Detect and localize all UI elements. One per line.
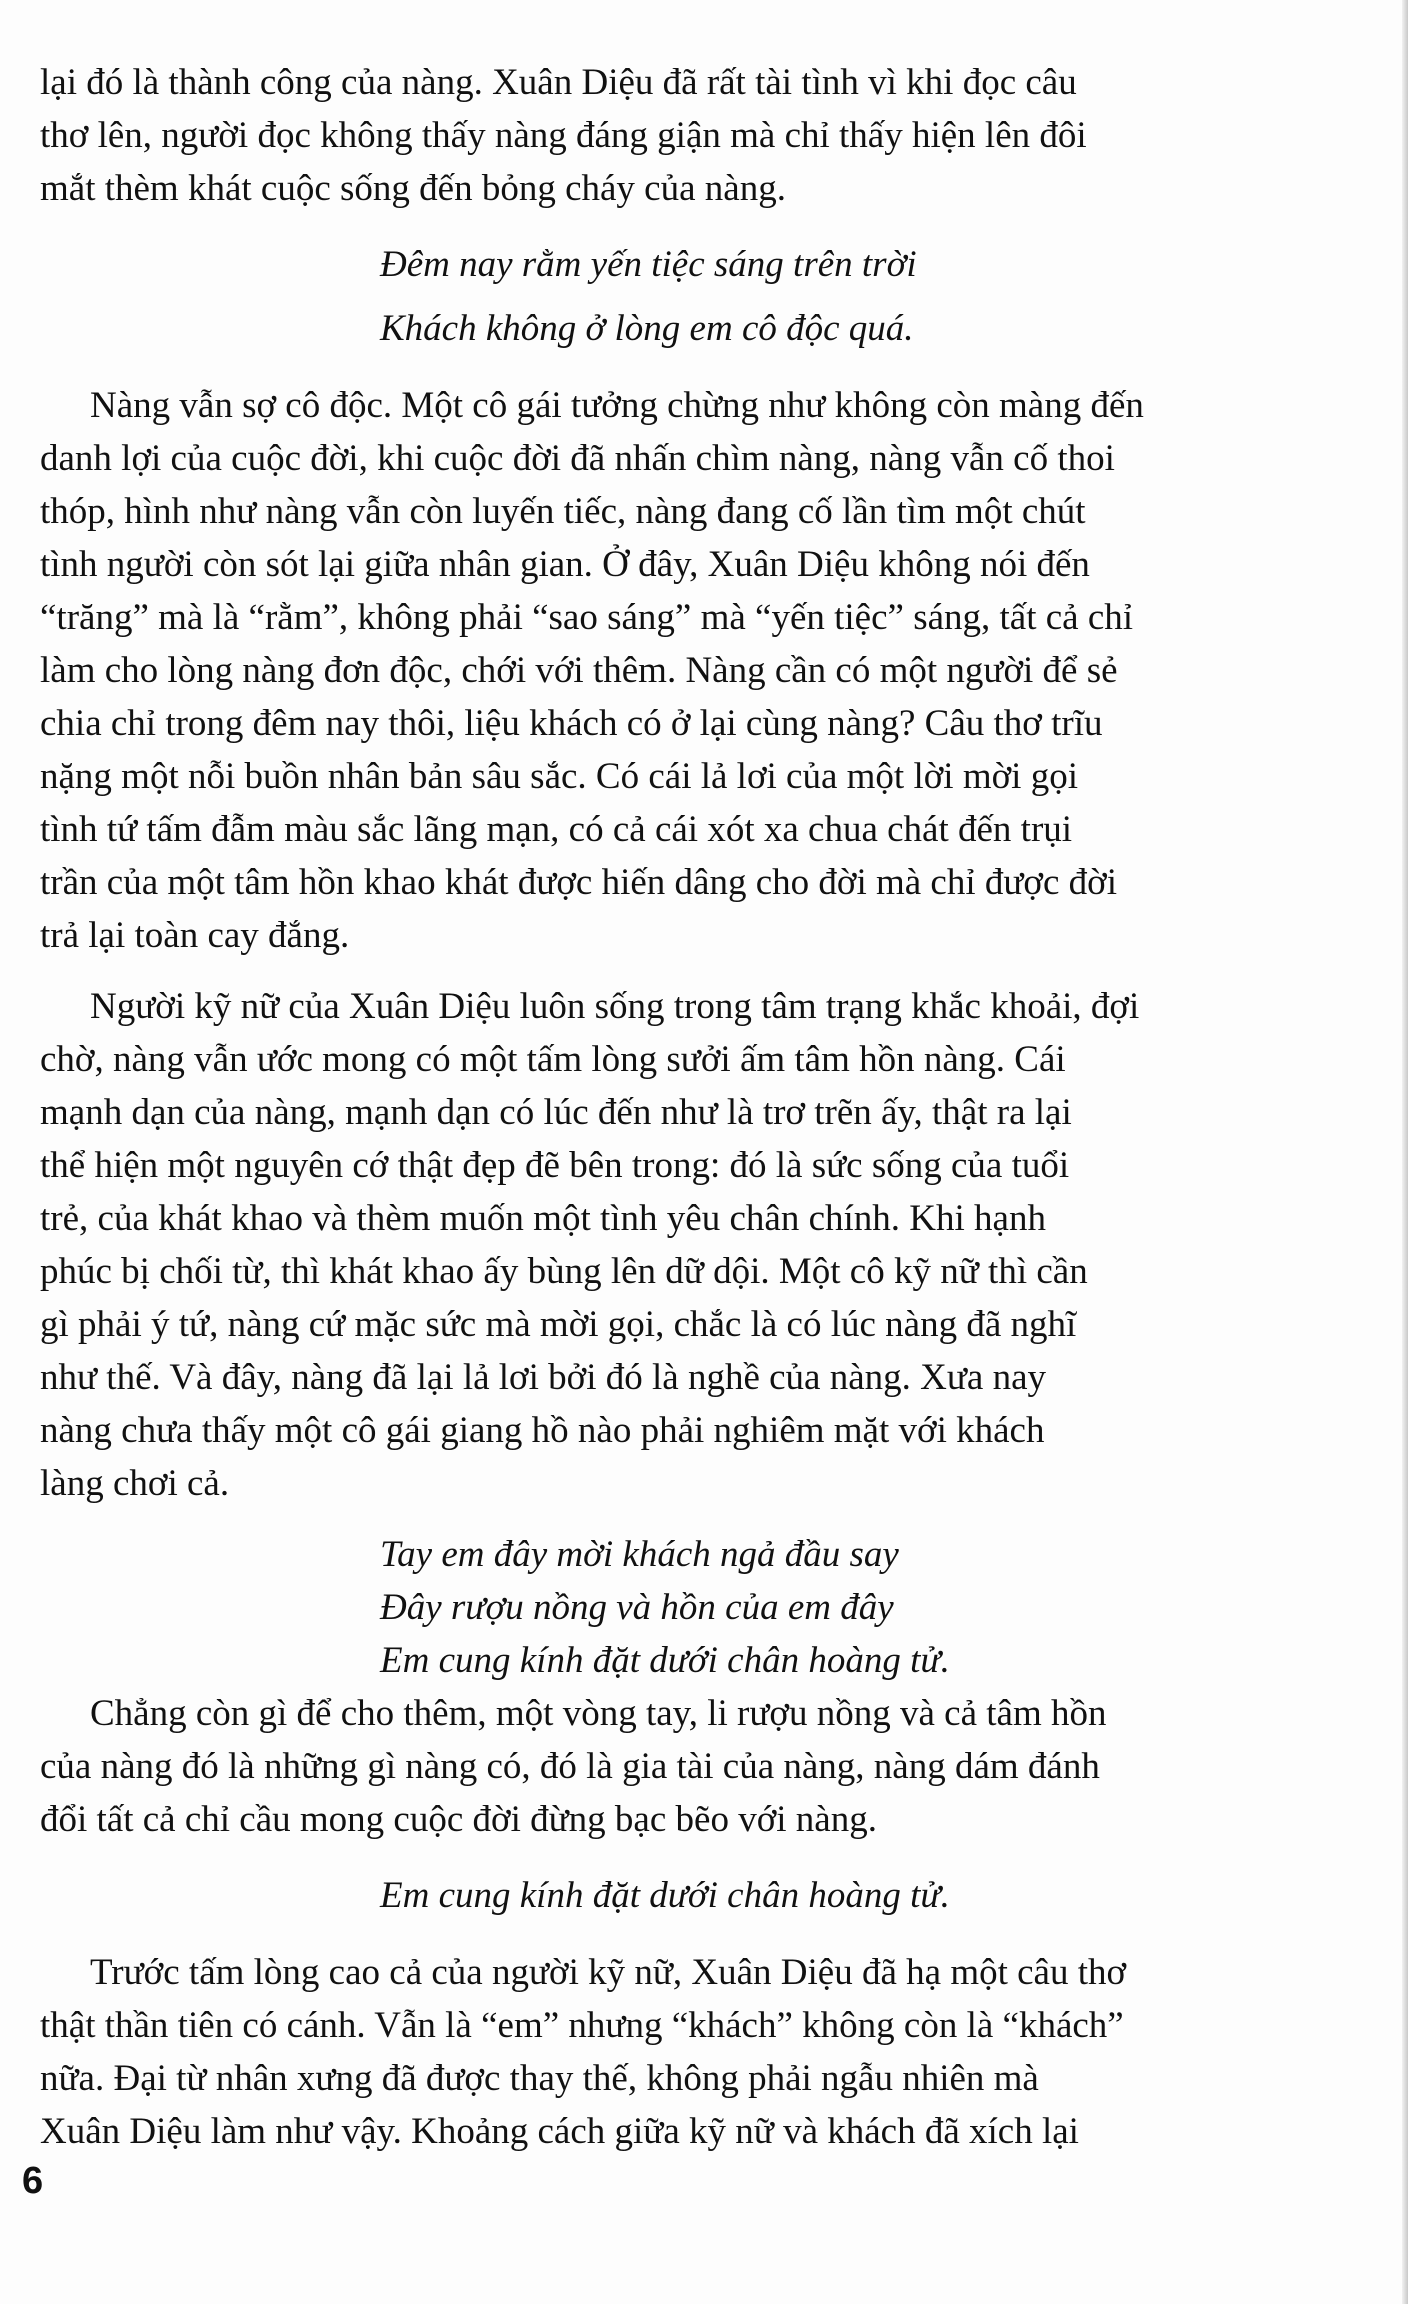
text-line: thóp, hình như nàng vẫn còn luyến tiếc, nàng đang cố lần tìm một chút [40,491,1086,532]
text-line: tình người còn sót lại giữa nhân gian. Ở đây, Xuân Diệu không nói đến [40,544,1090,585]
paragraph-2 [40,379,1360,962]
text-body [40,56,1360,2158]
text-line: nàng chưa thấy một cô gái giang hồ nào phải nghiêm mặt với khách [40,1410,1045,1451]
text-line: lại đó là thành công của nàng. Xuân Diệu đã rất tài tình vì khi đọc câu [40,62,1077,103]
text-line: phúc bị chối từ, thì khát khao ấy bùng lên dữ dội. Một cô kỹ nữ thì cần [40,1251,1088,1292]
verse-line: Khách không ở lòng em cô độc quá. [380,308,914,349]
text-line: của nàng đó là những gì nàng có, đó là gia tài của nàng, nàng dám đánh [40,1746,1100,1787]
page-number: 6 [22,2160,44,2202]
text-line: trả lại toàn cay đắng. [40,915,350,956]
text-line: Người kỹ nữ của Xuân Diệu luôn sống trong tâm trạng khắc khoải, đợi [90,986,1140,1027]
verse-2 [40,1528,1360,1687]
text-line: mắt thèm khát cuộc sống đến bỏng cháy của nàng. [40,168,786,209]
verse-3 [40,1864,1360,1928]
text-line: làng chơi cả. [40,1463,230,1504]
text-line: như thế. Và đây, nàng đã lại lả lơi bởi đó là nghề của nàng. Xưa nay [40,1357,1047,1398]
paragraph-5 [40,1946,1360,2158]
text-line: trẻ, của khát khao và thèm muốn một tình yêu chân chính. Khi hạnh [40,1198,1046,1239]
text-line: gì phải ý tứ, nàng cứ mặc sức mà mời gọi, chắc là có lúc nàng đã nghĩ [40,1304,1077,1345]
paragraph-4 [40,1687,1360,1846]
text-line: thể hiện một nguyên cớ thật đẹp đẽ bên trong: đó là sức sống của tuổi [40,1145,1070,1186]
text-line: mạnh dạn của nàng, mạnh dạn có lúc đến như là trơ trẽn ấy, thật ra lại [40,1092,1072,1133]
verse-line: Em cung kính đặt dưới chân hoàng tử. [380,1875,950,1916]
text-line: làm cho lòng nàng đơn độc, chới với thêm. Nàng cần có một người để sẻ [40,650,1118,691]
paragraph-3 [40,980,1360,1510]
text-line: “trăng” mà là “rằm”, không phải “sao sáng” mà “yến tiệc” sáng, tất cả chỉ [40,597,1134,638]
paragraph-1 [40,56,1360,215]
text-line: Xuân Diệu làm như vậy. Khoảng cách giữa kỹ nữ và khách đã xích lại [40,2111,1079,2152]
page-edge-shadow [1402,0,1408,2304]
text-line: nặng một nỗi buồn nhân bản sâu sắc. Có cái lả lơi của một lời mời gọi [40,756,1078,797]
text-line: Trước tấm lòng cao cả của người kỹ nữ, Xuân Diệu đã hạ một câu thơ [90,1952,1127,1993]
verse-line: Đêm nay rằm yến tiệc sáng trên trời [380,244,917,285]
text-line: tình tứ tấm đẫm màu sắc lãng mạn, có cả cái xót xa chua chát đến trụi [40,809,1073,850]
verse-line: Em cung kính đặt dưới chân hoàng tử. [380,1640,950,1681]
text-line: chờ, nàng vẫn ước mong có một tấm lòng sưởi ấm tâm hồn nàng. Cái [40,1039,1066,1080]
verse-1 [40,233,1360,361]
text-line: Chẳng còn gì để cho thêm, một vòng tay, li rượu nồng và cả tâm hồn [90,1693,1107,1734]
verse-line: Tay em đây mời khách ngả đầu say [380,1534,899,1575]
text-line: đổi tất cả chỉ cầu mong cuộc đời đừng bạc bẽo với nàng. [40,1799,877,1840]
text-line: thơ lên, người đọc không thấy nàng đáng giận mà chỉ thấy hiện lên đôi [40,115,1087,156]
text-line: Nàng vẫn sợ cô độc. Một cô gái tưởng chừng như không còn màng đến [90,385,1144,426]
text-line: chia chỉ trong đêm nay thôi, liệu khách có ở lại cùng nàng? Câu thơ trĩu [40,703,1103,744]
text-line: trần của một tâm hồn khao khát được hiến dâng cho đời mà chỉ được đời [40,862,1118,903]
text-line: thật thần tiên có cánh. Vẫn là “em” nhưng “khách” không còn là “khách” [40,2005,1124,2046]
text-line: nữa. Đại từ nhân xưng đã được thay thế, không phải ngẫu nhiên mà [40,2058,1039,2099]
verse-line: Đây rượu nồng và hồn của em đây [380,1587,894,1628]
text-line: danh lợi của cuộc đời, khi cuộc đời đã nhấn chìm nàng, nàng vẫn cố thoi [40,438,1115,479]
